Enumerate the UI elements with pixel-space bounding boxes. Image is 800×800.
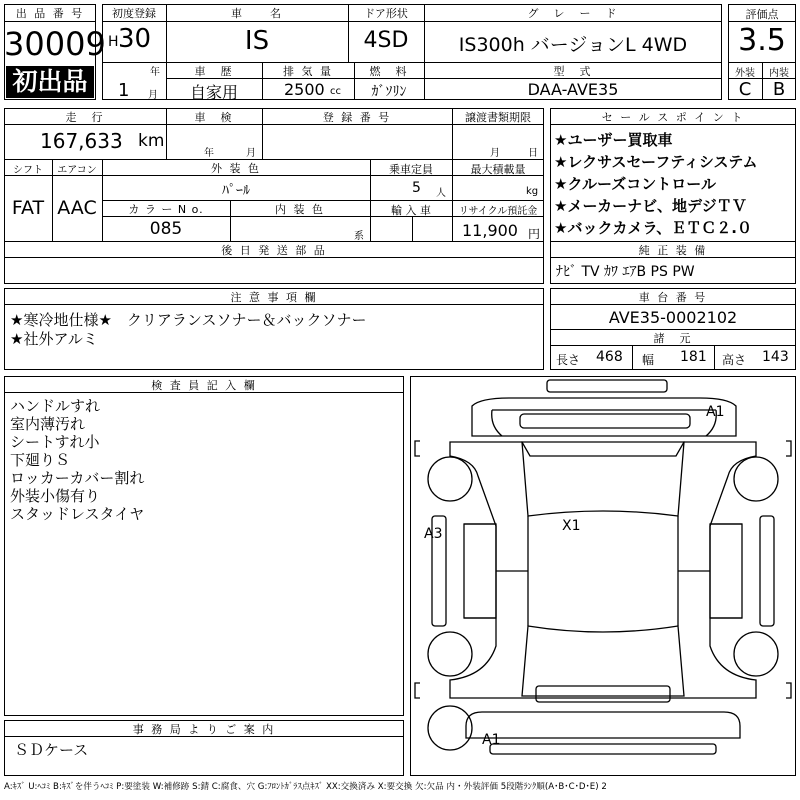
wheel-rear-left [428, 632, 472, 676]
right-bracket-bot [786, 683, 791, 698]
capacity: 5 [412, 180, 421, 196]
color-no-label: カ ラ ー N o. [128, 203, 204, 216]
inspection-month-unit: 月 [246, 148, 256, 159]
grade-label: グ レ ー ド [527, 7, 619, 20]
exterior-color: ﾊﾟｰﾙ [222, 183, 250, 199]
capacity-unit: 人 [436, 188, 446, 199]
legend: A:ｷｽﾞ U:ﾍｺﾐ B:ｷｽﾞを伴うﾍｺﾐ P:要塗装 W:補修跡 S:錆 C:腐食、穴 G:ﾌﾛﾝﾄｶﾞﾗｽ点ｷｽﾞ XX:交換済み X:要交換 欠:欠品 内・外装評価 5段階ﾗﾝｸ順(A･B･C･D･E) 2 [4, 782, 607, 792]
chassis-label: 車 台 番 号 [638, 291, 708, 304]
color-label: 外 装 色 [211, 162, 261, 175]
capacity-label: 乗車定員 [389, 163, 433, 176]
transfer-label: 譲渡書類期限 [465, 111, 531, 124]
displacement: 2500 [284, 80, 325, 99]
office-note: ＳＤケース [14, 741, 89, 759]
selling-point: ★メーカーナビ、地デジＴＶ [554, 197, 747, 215]
selling-point: ★ユーザー買取車 [554, 131, 673, 149]
inspector-label: 検 査 員 記 入 欄 [151, 379, 257, 392]
lot-number: 30009 [4, 25, 106, 63]
equipment-label: 純 正 装 備 [638, 244, 708, 257]
recycle-label: リサイクル預託金 [458, 206, 538, 217]
exterior-grade: C [738, 79, 752, 100]
displacement-unit: cc [330, 86, 341, 97]
wheel-front-right [734, 457, 778, 501]
selling-point: ★クルーズコントロール [554, 175, 716, 193]
fuel: ｶﾞｿﾘﾝ [371, 84, 407, 100]
first-listing-badge: 初出品 [6, 66, 94, 98]
windshield [522, 442, 684, 516]
inspector-line: ハンドルすれ [10, 397, 101, 415]
dimensions-label: 諸 元 [653, 332, 693, 345]
damage-mark-a3: A3 [424, 526, 443, 542]
score-label: 評価点 [745, 8, 779, 21]
notes-label: 注 意 事 項 欄 [230, 291, 318, 304]
reg-month-unit: 月 [148, 90, 158, 101]
left-bracket-bot [415, 683, 420, 698]
note-line: ★社外アルミ [10, 330, 98, 348]
left-bracket-top [415, 441, 420, 456]
inspector-line: 外装小傷有り [10, 487, 101, 505]
fuel-label: 燃 料 [369, 65, 409, 78]
chassis-number: AVE35-0002102 [608, 308, 738, 327]
inspector-line: スタッドレスタイヤ [10, 505, 145, 523]
model-label: 型 式 [553, 65, 593, 78]
mileage-unit: km [138, 131, 165, 151]
damage-mark-a1-top: A1 [706, 404, 725, 420]
plate-label: 登 録 番 号 [322, 111, 392, 124]
width-label: 幅 [642, 353, 655, 367]
reg-year-unit: 年 [150, 67, 160, 78]
door-type: 4SD [363, 28, 409, 53]
era: H [108, 34, 119, 50]
shift-label: シフト [13, 165, 43, 176]
transfer-day-unit: 日 [528, 148, 538, 159]
inspector-line: シートすれ小 [10, 433, 100, 451]
reg-month: 1 [118, 80, 130, 101]
interior-color-label: 内 装 色 [275, 203, 325, 216]
car-diagram [410, 376, 796, 776]
later-parts-label: 後 日 発 送 部 品 [221, 244, 327, 257]
recycle-deposit: 11,900 [462, 221, 518, 240]
trunk [536, 686, 670, 702]
transfer-month-unit: 月 [490, 148, 500, 159]
lot-label: 出 品 番 号 [15, 7, 85, 20]
wheel-front-left [428, 457, 472, 501]
interior-grade: B [772, 79, 786, 100]
model-code: DAA-AVE35 [527, 80, 619, 99]
load-unit: kg [526, 186, 539, 197]
damage-mark-x1: X1 [562, 518, 581, 534]
displacement-label: 排 気 量 [283, 65, 333, 78]
note-line: ★寒冷地仕様★ クリアランスソナー＆バックソナー [10, 311, 367, 329]
mileage: 167,633 [40, 129, 123, 153]
recycle-unit: 円 [528, 227, 541, 241]
inspection-label: 車 検 [194, 111, 234, 124]
length: 468 [596, 349, 623, 365]
rear-bumper [466, 712, 740, 738]
color-no: 085 [149, 219, 183, 239]
selling-point: ★レクサスセーフティシステム [554, 153, 758, 171]
history-label: 車 歴 [194, 65, 234, 78]
exterior-label: 外装 [735, 68, 755, 79]
height: 143 [762, 349, 789, 365]
office-label: 事 務 局 よ り ご 案 内 [132, 723, 276, 736]
inspector-line: 下廻りＳ [10, 451, 71, 469]
selling-point: ★バックカメラ、ＥＴＣ２.０ [554, 219, 752, 237]
right-bracket-top [786, 441, 791, 456]
width: 181 [680, 349, 707, 365]
equipment: ﾅﾋﾞ TV ｶﾜ ｴｱB PS PW [556, 264, 695, 280]
front-outline [472, 398, 736, 436]
import-label: 輸 入 車 [391, 204, 431, 217]
ac-label: エアコン [57, 165, 97, 176]
front-bumper-strip [547, 380, 667, 392]
shift: FAT [11, 197, 45, 219]
wheel-rear-right [734, 632, 778, 676]
length-label: 長さ [556, 353, 581, 367]
car-name-label: 車 名 [231, 7, 283, 20]
air-conditioner: AAC [57, 197, 97, 219]
car-name: IS [244, 26, 270, 56]
grade: IS300h バージョンL 4WD [458, 34, 688, 56]
height-label: 高さ [722, 353, 747, 367]
load-label: 最大積載量 [470, 163, 526, 176]
inspector-line: ロッカーカバー割れ [10, 469, 145, 487]
selling-points-label: セ ー ル ス ポ イ ン ト [601, 111, 745, 124]
inspector-line: 室内薄汚れ [10, 415, 86, 433]
mileage-label: 走 行 [65, 111, 105, 124]
interior-label: 内装 [769, 68, 789, 79]
door-label: ドア形状 [364, 7, 408, 20]
reg-year: 30 [118, 24, 152, 54]
first-reg-label: 初度登録 [112, 7, 156, 20]
score: 3.5 [738, 23, 786, 58]
inspection-year-unit: 年 [204, 148, 214, 159]
history: 自家用 [189, 83, 238, 102]
damage-mark-a1-bottom: A1 [482, 732, 501, 748]
interior-color-unit: 系 [354, 231, 364, 242]
right-side-panel [760, 516, 774, 626]
